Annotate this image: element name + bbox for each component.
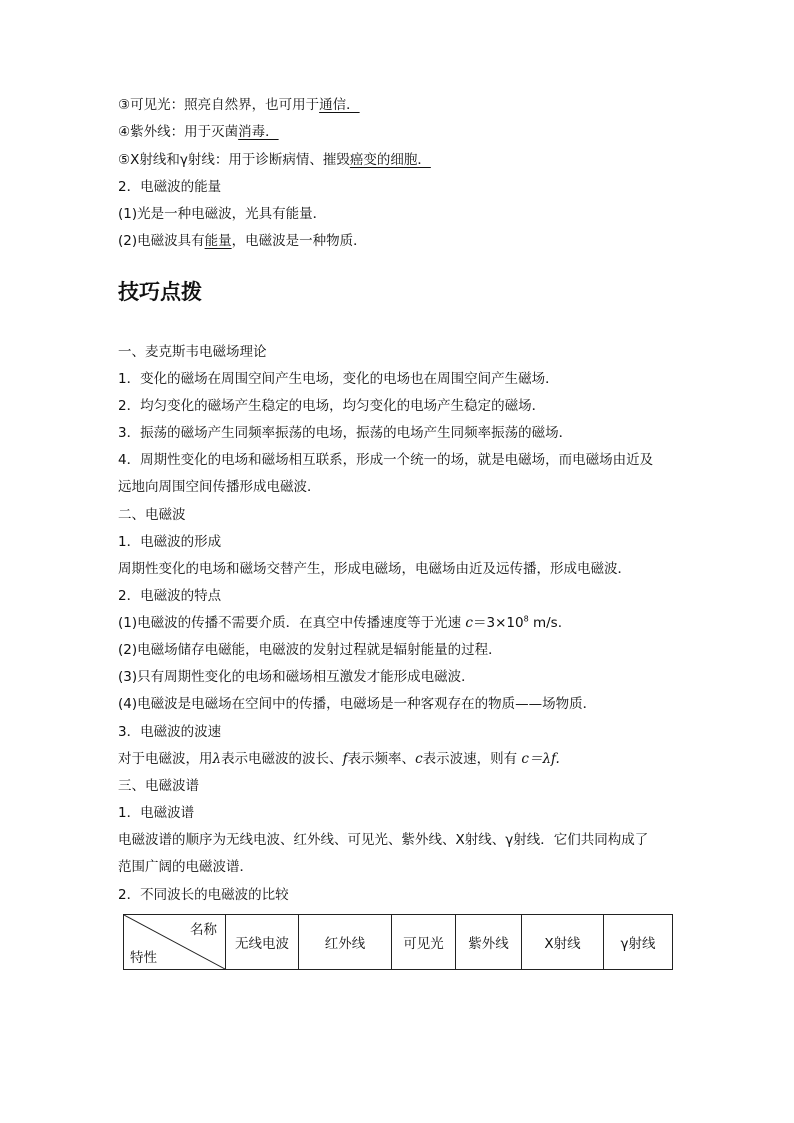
speed-text-a: 对于电磁波，用	[118, 751, 213, 767]
column-header: 紫外线	[456, 915, 522, 970]
energy-heading: 2．电磁波的能量	[118, 179, 222, 195]
column-header: γ射线	[604, 915, 673, 970]
column-header: 无线电波	[226, 915, 299, 970]
s2-feature-3: (3)只有周期性变化的电场和磁场相互激发才能形成电磁波．	[118, 669, 475, 685]
wave-speed-formula: c＝λf.	[521, 751, 560, 767]
energy-item-2-pre: (2)电磁波具有	[118, 233, 205, 249]
s1-p2: 2．均匀变化的磁场产生稳定的电场，均匀变化的电场产生稳定的磁场．	[118, 398, 546, 414]
s2-feature-4: (4)电磁波是电磁场在空间中的传播，电磁场是一种客观存在的物质——场物质．	[118, 696, 597, 712]
xray-underlined: 癌变的细胞．	[349, 152, 431, 168]
section-title: 技巧点拨	[118, 280, 202, 304]
s2-sub2: 2．电磁波的特点	[118, 588, 222, 604]
s3-text-b: 范围广阔的电磁波谱．	[118, 859, 253, 875]
s1-p4a: 4．周期性变化的电场和磁场相互联系，形成一个统一的场，就是电磁场，而电磁场由近及	[118, 452, 654, 468]
feature-1-text: (1)电磁波的传播不需要介质．在真空中传播速度等于光速	[118, 615, 466, 631]
speed-text-c: 表示频率、	[347, 751, 416, 767]
column-header: X射线	[522, 915, 604, 970]
light-speed-value: ＝3×10	[472, 615, 524, 631]
light-speed-unit: m/s.	[528, 615, 562, 631]
s3-text-a: 电磁波谱的顺序为无线电波、红外线、可见光、紫外线、X射线、γ射线．它们共同构成了	[118, 832, 649, 848]
s2-sub3: 3．电磁波的波速	[118, 724, 222, 740]
uv-text: ④紫外线：用于灭菌	[118, 124, 239, 140]
light-speed-exponent: 8	[523, 614, 529, 624]
energy-item-2	[118, 231, 367, 251]
visible-light-text: ③可见光：照亮自然界，也可用于	[118, 97, 320, 113]
frequency-symbol: f	[342, 751, 348, 767]
s2-speed-line	[118, 749, 560, 769]
comparison-table	[123, 914, 673, 970]
s3-heading: 三、电磁波谱	[118, 778, 199, 794]
s2-heading: 二、电磁波	[118, 507, 186, 523]
s1-p1: 1．变化的磁场在周围空间产生电场，变化的电场也在周围空间产生磁场．	[118, 371, 559, 387]
energy-item-2-underlined: 能量	[204, 233, 232, 249]
table-corner-cell	[124, 915, 226, 970]
corner-label-property: 特性	[130, 950, 157, 966]
uv-line	[118, 122, 279, 142]
wavelength-symbol: λ	[212, 751, 222, 767]
visible-light-underlined: 通信．	[319, 97, 360, 113]
s3-sub1: 1．电磁波谱	[118, 805, 195, 821]
table-header-row	[124, 915, 673, 970]
column-header: 红外线	[299, 915, 392, 970]
corner-label-name: 名称	[190, 922, 217, 938]
s2-feature-2: (2)电磁场储存电磁能，电磁波的发射过程就是辐射能量的过程．	[118, 642, 502, 658]
xray-text: ⑤X射线和γ射线：用于诊断病情、摧毁	[118, 152, 350, 168]
s2-sub1: 1．电磁波的形成	[118, 534, 222, 550]
speed-symbol: c	[415, 751, 423, 767]
column-header: 可见光	[392, 915, 456, 970]
s1-heading: 一、麦克斯韦电磁场理论	[118, 344, 267, 360]
s1-p3: 3．振荡的磁场产生同频率振荡的电场，振荡的电场产生同频率振荡的磁场．	[118, 425, 573, 441]
s2-feature-1	[118, 613, 562, 633]
uv-underlined: 消毒．	[238, 124, 279, 140]
xray-line	[118, 150, 431, 170]
s1-p4b: 远地向周围空间传播形成电磁波．	[118, 479, 321, 495]
speed-text-d: 表示波速，则有	[422, 751, 522, 767]
s3-sub2: 2．不同波长的电磁波的比较	[118, 887, 289, 903]
s2-sub1-text: 周期性变化的电场和磁场交替产生，形成电磁场，电磁场由近及远传播，形成电磁波．	[118, 561, 631, 577]
light-speed-symbol: c	[465, 615, 473, 631]
visible-light-line	[118, 95, 360, 115]
energy-item-2-post: ，电磁波是一种物质．	[231, 233, 367, 249]
speed-text-b: 表示电磁波的波长、	[221, 751, 343, 767]
energy-item-1: (1)光是一种电磁波，光具有能量．	[118, 206, 327, 222]
